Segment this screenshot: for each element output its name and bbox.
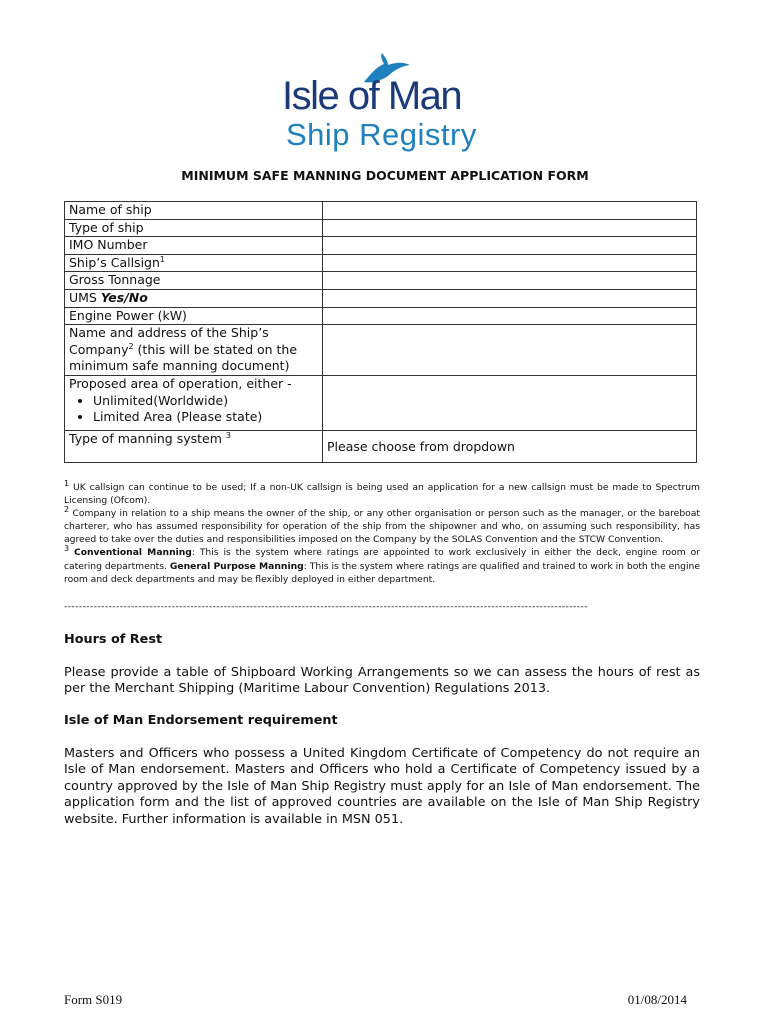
footnote-ref-3: 3	[225, 430, 231, 440]
footnote-2-text: Company in relation to a ship means the owner of the ship, or any other organisation or person such as the manager, or the bareboat charterer, who has assumed responsibility for operation of the ship from the shipowner and who, on assuming such responsibility, has agreed to take over the duties and responsibilities imposed on the Company by the SOLAS Convention and the STCW Convention.	[64, 508, 701, 546]
endorsement-heading: Isle of Man Endorsement requirement	[64, 713, 338, 728]
gross-tonnage-field[interactable]	[323, 272, 697, 290]
logo-line-1: Isle of Man	[282, 74, 462, 118]
table-row	[65, 272, 697, 290]
area-options-list	[69, 393, 318, 426]
engine-power-label: Engine Power (kW)	[65, 307, 323, 325]
footnote-3	[64, 546, 700, 585]
ums-options: Yes/No	[100, 289, 148, 305]
endorsement-text	[64, 746, 700, 828]
footnote-3-number: 3	[64, 544, 70, 554]
footnote-3-term-2: General Purpose Manning	[169, 560, 304, 572]
company-label-note: (this will be stated on the minimum safe manning document)	[69, 341, 298, 374]
hours-of-rest-heading: Hours of Rest	[64, 632, 163, 647]
endorsement-body: Masters and Officers who possess a United Kingdom Certificate of Competency do not require an Isle of Man endorsement. Masters and Officers who hold a Certificate of Competency issued by a country approved by the Isle of Man Ship Registry must apply for an Isle of Man endorsement. The application form and the list of approved countries are available on the Isle of Man Ship Registry website. Further information is available in MSN 051.	[64, 746, 700, 827]
callsign-label	[65, 254, 323, 272]
separator-line: ---------------------------------------------------------------------------------------------------------------------------------------------	[64, 601, 588, 612]
footnotes	[64, 478, 701, 586]
footnote-1-text: UK callsign can continue to be used; If a non-UK callsign is being used an application for a new callsign must be made to Spectrum Licensing (Ofcom).	[64, 482, 700, 507]
hours-of-rest-text	[64, 665, 700, 698]
company-label-text: Name and address of the Ship’s Company	[69, 325, 269, 357]
footnote-1	[64, 478, 700, 507]
application-form-table	[64, 201, 697, 463]
footnote-3-text-1: : This is the system where ratings are appointed to work exclusively in either the deck, engine room or catering departments.	[64, 547, 700, 572]
manning-type-label	[65, 430, 323, 462]
footnote-3-term-1: Conventional Manning	[73, 547, 192, 559]
type-of-ship-label: Type of ship	[65, 219, 323, 237]
company-label	[65, 325, 323, 376]
callsign-label-text: Ship’s Callsign	[69, 254, 160, 270]
table-row	[65, 430, 697, 462]
page-title: MINIMUM SAFE MANNING DOCUMENT APPLICATION FORM	[181, 168, 589, 183]
footnote-ref-2: 2	[128, 341, 134, 351]
logo-line-2: Ship Registry	[286, 117, 477, 152]
area-option-unlimited: • Unlimited(Worldwide)	[93, 393, 318, 410]
type-of-ship-field[interactable]	[323, 219, 697, 237]
area-option-limited: • Limited Area (Please state)	[93, 409, 318, 426]
footnote-1-number: 1	[64, 478, 70, 488]
table-row	[65, 289, 697, 307]
table-row	[65, 202, 697, 220]
manning-type-dropdown[interactable]	[323, 430, 697, 462]
table-row	[65, 219, 697, 237]
footnote-2-number: 2	[64, 505, 70, 515]
isle-of-man-ship-registry-logo	[282, 52, 492, 160]
engine-power-field[interactable]	[323, 307, 697, 325]
table-row	[65, 375, 697, 430]
imo-number-field[interactable]	[323, 237, 697, 255]
footnote-2	[64, 507, 700, 546]
table-row	[65, 254, 697, 272]
footnote-3-text-2: : This is the system where ratings are qualified and trained to work in both the engine room and deck departments and may be flexibly deployed in either department.	[64, 560, 701, 585]
area-label-text: Proposed area of operation, either -	[69, 375, 292, 391]
name-of-ship-field[interactable]	[323, 202, 697, 220]
area-field[interactable]	[323, 375, 697, 430]
table-row	[65, 325, 697, 376]
manning-type-label-text: Type of manning system	[69, 430, 222, 446]
gross-tonnage-label: Gross Tonnage	[65, 272, 323, 290]
table-row	[65, 307, 697, 325]
manning-type-value: Please choose from dropdown	[327, 439, 515, 455]
area-label	[65, 375, 323, 430]
ums-field[interactable]	[323, 289, 697, 307]
imo-number-label: IMO Number	[65, 237, 323, 255]
ums-label	[65, 289, 323, 307]
ums-label-text: UMS	[69, 289, 97, 305]
company-field[interactable]	[323, 325, 697, 376]
callsign-field[interactable]	[323, 254, 697, 272]
table-row	[65, 237, 697, 255]
form-code: Form S019	[64, 992, 123, 1007]
footnote-ref-1: 1	[159, 254, 165, 264]
form-date: 01/08/2014	[627, 992, 687, 1007]
hours-of-rest-body: Please provide a table of Shipboard Working Arrangements so we can assess the hours of rest as per the Merchant Shipping (Maritime Labour Convention) Regulations 2013.	[64, 665, 700, 697]
name-of-ship-label: Name of ship	[65, 202, 323, 220]
